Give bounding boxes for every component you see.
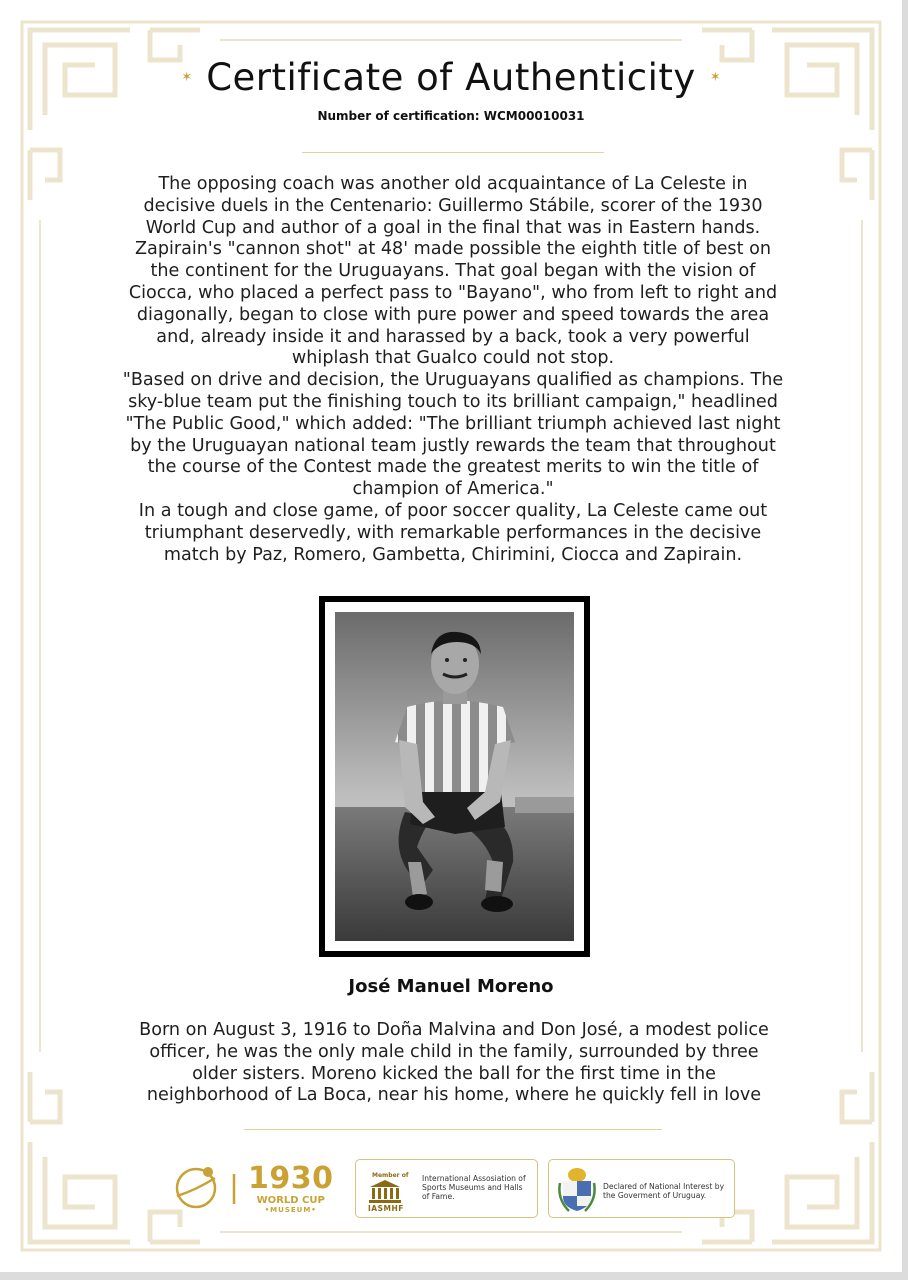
paragraph: The opposing coach was another old acquaintance of La Celeste in decisive duels in the Centenario: Guillermo Stábile, scorer of the 1930 World Cup and author of a goal in the final that was in Eastern hands. Zapirain's "cannon shot" at 48' made possible the eighth title of best on the continent for the Uruguayans. That goal began with the vision of Ciocca, who placed a perfect pass to "Bayano", who from left to right and diagonally, began to close with pure power and speed towards the area and, already inside it and harassed by a back, took a very powerful whiplash that Gualco could not stop. <box>128 174 778 369</box>
person-name: José Manuel Moreno <box>348 976 554 997</box>
museum-line1: WORLD CUP <box>256 1195 325 1206</box>
portrait-photo-frame <box>319 596 590 957</box>
bio-text: Born on August 3, 1916 to Doña Malvina and Don José, a modest police officer, he was the only male child in the family, surrounded by three older sisters. Moreno kicked the ball for the first time in the neighborhood of La Boca, near his home, where he quickly fell in love <box>139 1020 769 1106</box>
uruguay-coat-of-arms-icon <box>557 1165 597 1213</box>
paragraph: In a tough and close game, of poor soccer quality, La Celeste came out triumphant deservedly, with remarkable performances in the decisive match by Paz, Romero, Gambetta, Chirimini, Ciocca and Zapirain. <box>138 500 768 565</box>
star-icon: ✶ <box>709 70 721 85</box>
body-text <box>122 174 784 566</box>
iasmhf-abbr: IASMHF <box>368 1204 404 1213</box>
portrait-photo <box>335 612 574 941</box>
member-of-label: Member of <box>372 1172 409 1179</box>
uruguay-description: Declared of National Interest by the Goverment of Uruguay. <box>603 1182 725 1200</box>
iasmhf-description: International Assosiation of Sports Museums and Halls of Fame. <box>422 1174 526 1201</box>
temple-icon <box>368 1179 402 1205</box>
uruguay-badge <box>548 1159 735 1218</box>
museum-year: 1930 <box>248 1161 334 1196</box>
paragraph: "Based on drive and decision, the Uruguayans qualified as champions. The sky-blue team put the finishing touch to its brilliant campaign," headlined "The Public Good," which added: "The brilliant triumph achieved last night by the Uruguayan national team justly rewards the team that throughout the course of the Contest made the greatest merits to win the title of champion of America." <box>122 370 784 500</box>
iasmhf-badge <box>355 1159 538 1218</box>
title-row <box>0 56 902 99</box>
museum-logo-text <box>248 1161 334 1214</box>
divider-bottom <box>244 1129 662 1130</box>
certification-number: Number of certification: WCM00010031 <box>317 109 585 123</box>
divider-top <box>302 152 604 153</box>
page-title: Certificate of Authenticity <box>206 56 696 99</box>
museum-line2: •MUSEUM• <box>264 1206 317 1214</box>
star-icon: ✶ <box>181 70 193 85</box>
